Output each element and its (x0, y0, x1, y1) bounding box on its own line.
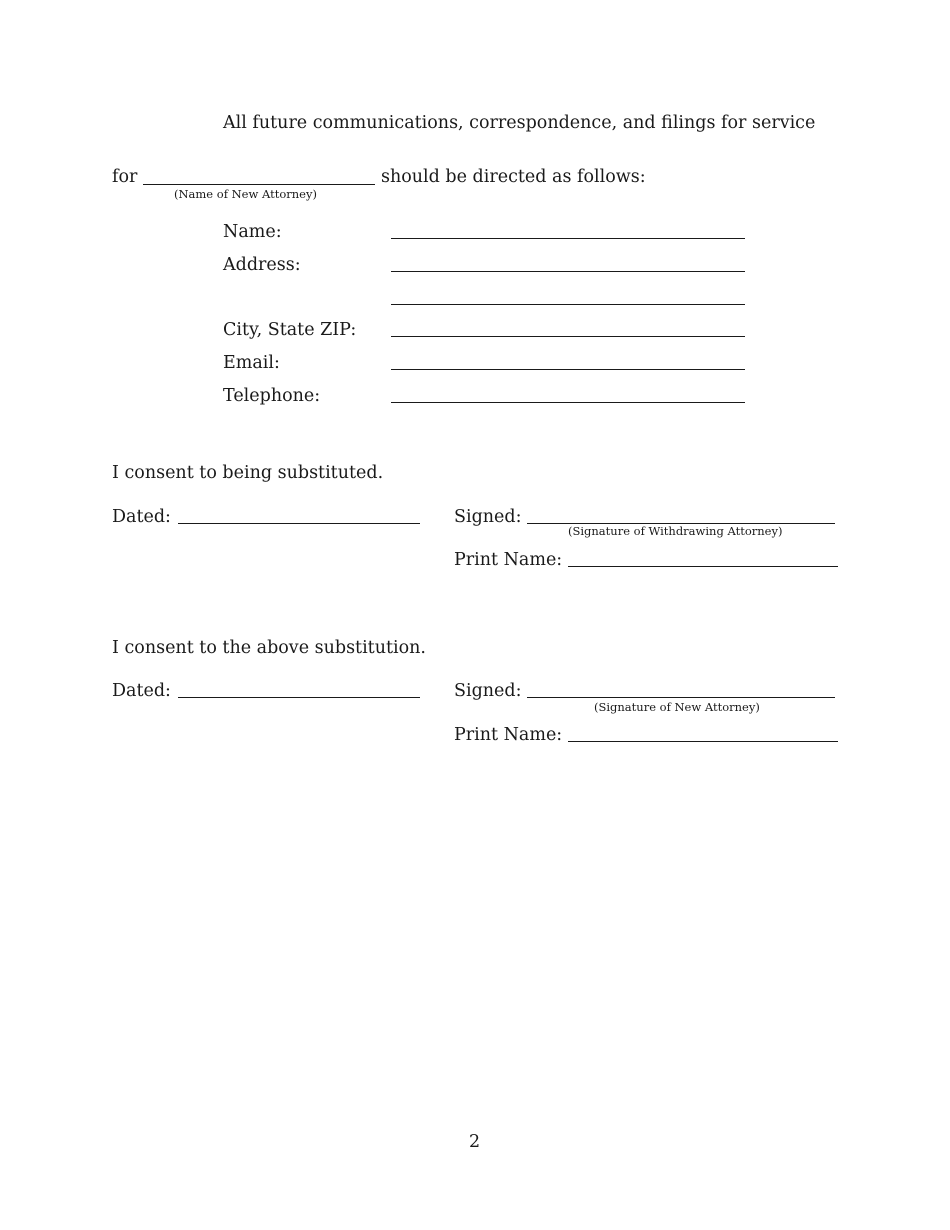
new-attorney-print-name-label: Print Name: (454, 725, 563, 745)
address-field-blank-2[interactable] (391, 304, 745, 305)
new-attorney-print-name-blank[interactable] (568, 741, 838, 742)
new-attorney-signature-caption: (Signature of New Attorney) (594, 700, 760, 714)
email-field-blank[interactable] (391, 369, 745, 370)
city-state-zip-field-blank[interactable] (391, 336, 745, 337)
new-attorney-caption: (Name of New Attorney) (174, 187, 317, 201)
address-field-blank-1[interactable] (391, 271, 745, 272)
withdrawing-signed-label: Signed: (454, 507, 522, 527)
name-field-blank[interactable] (391, 238, 745, 239)
address-label: Address: (223, 255, 301, 275)
withdrawing-print-name-label: Print Name: (454, 550, 563, 570)
intro-line-1: All future communications, correspondence, and filings for service (223, 113, 816, 133)
email-label: Email: (223, 353, 280, 373)
directed-text: should be directed as follows: (381, 167, 646, 187)
telephone-label: Telephone: (223, 386, 321, 406)
withdrawing-dated-blank[interactable] (178, 523, 420, 524)
new-attorney-dated-blank[interactable] (178, 697, 420, 698)
withdrawing-print-name-blank[interactable] (568, 566, 838, 567)
for-label: for (112, 167, 138, 187)
name-label: Name: (223, 222, 282, 242)
page-number: 2 (469, 1132, 481, 1152)
telephone-field-blank[interactable] (391, 402, 745, 403)
city-state-zip-label: City, State ZIP: (223, 320, 357, 340)
withdrawing-dated-label: Dated: (112, 507, 171, 527)
new-attorney-name-blank[interactable] (143, 184, 375, 185)
new-attorney-signed-label: Signed: (454, 681, 522, 701)
withdrawing-signature-caption: (Signature of Withdrawing Attorney) (568, 524, 783, 538)
new-attorney-dated-label: Dated: (112, 681, 171, 701)
withdrawing-consent-text: I consent to being substituted. (112, 463, 384, 483)
new-attorney-consent-text: I consent to the above substitution. (112, 638, 426, 658)
new-attorney-signature-blank[interactable] (527, 697, 835, 698)
